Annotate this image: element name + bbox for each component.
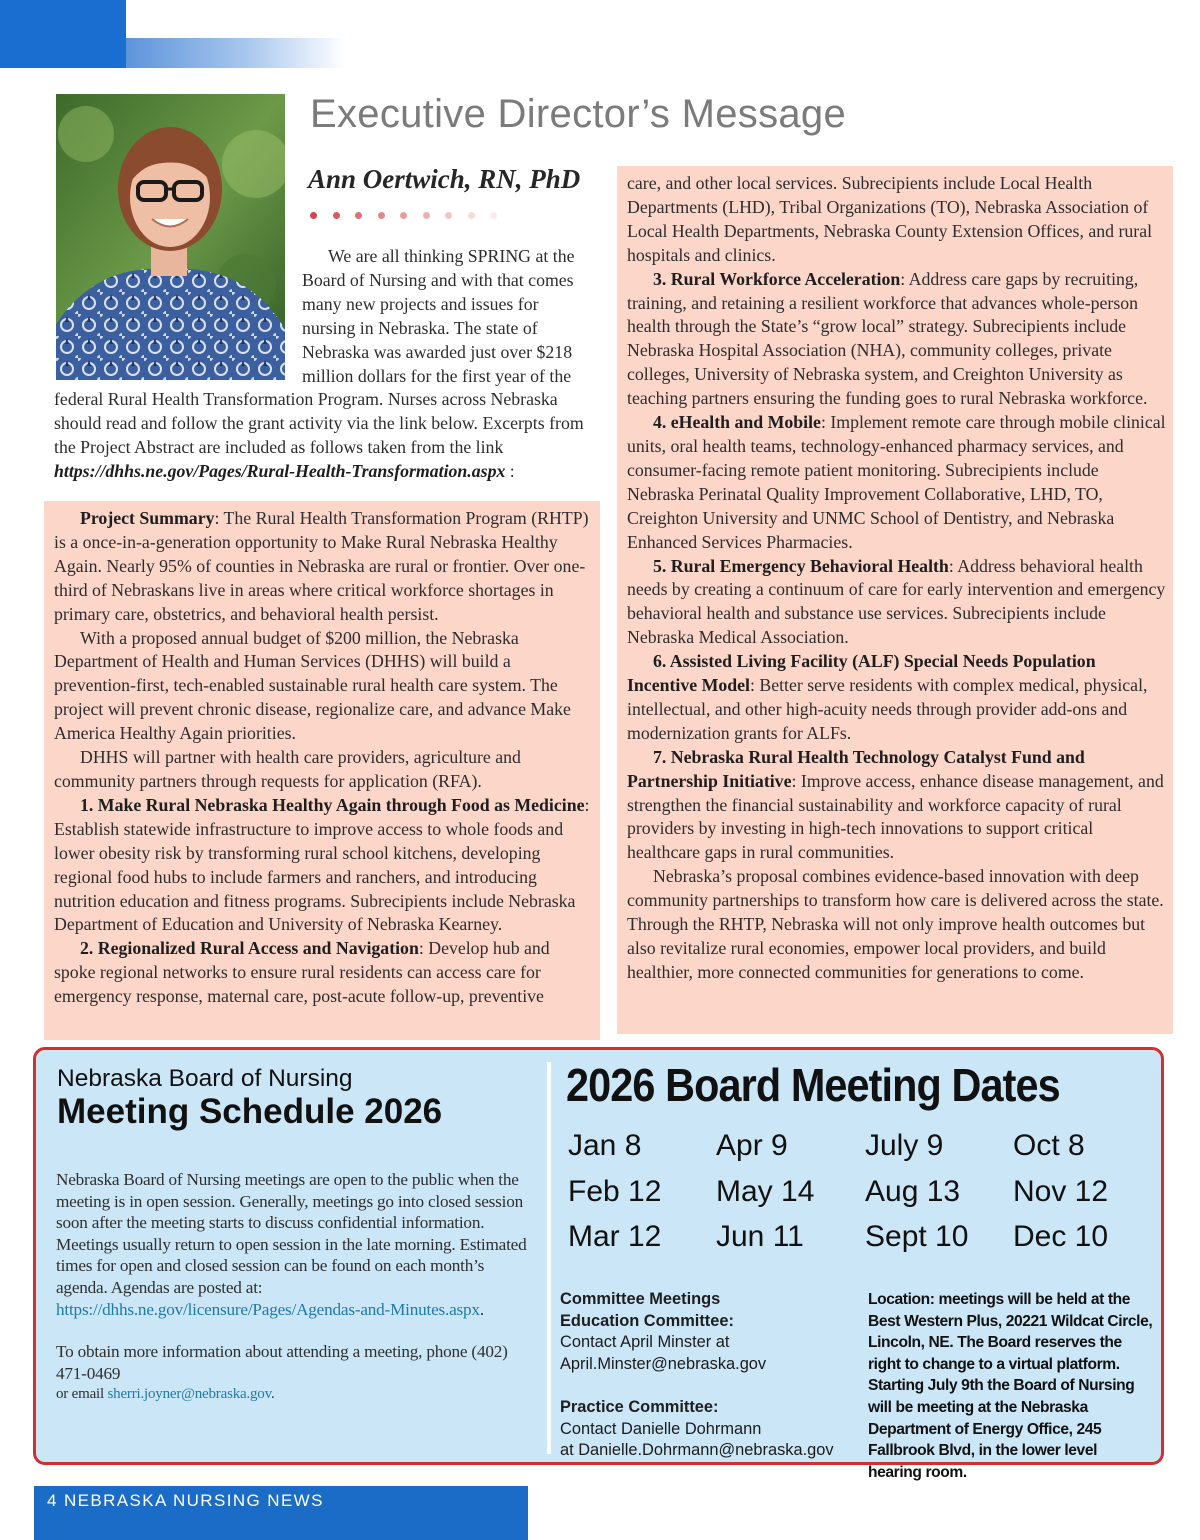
practice-contact: Contact Danielle Dohrmann — [560, 1419, 762, 1438]
meeting-date: Mar 12 — [568, 1220, 662, 1253]
partner-paragraph: DHHS will partner with health care providers, agriculture and community partners through requests for application (RFA). — [54, 747, 521, 791]
meeting-date: Jun 11 — [716, 1220, 804, 1253]
committee-heading: Committee Meetings — [560, 1290, 721, 1308]
meeting-date: Nov 12 — [1013, 1175, 1109, 1208]
meeting-date: Feb 12 — [568, 1175, 662, 1208]
schedule-info-text: Nebraska Board of Nursing meetings are open to the public when the meeting is in open session. Generally, meetings go into closed session soon after the meeting starts to discuss confidential information. Meetings usually return to open session in the late morning. Estimated times for open and closed session can be found on each month’s agenda. Agendas are posted at: — [56, 1170, 527, 1297]
item5-label: 5. Rural Emergency Behavioral Health — [653, 555, 949, 576]
meeting-date: July 9 — [865, 1129, 944, 1162]
meeting-date: Oct 8 — [1013, 1129, 1085, 1162]
dates-title: 2026 Board Meeting Dates — [566, 1059, 1060, 1111]
email-link[interactable]: sherri.joyner@nebraska.gov — [107, 1386, 271, 1403]
meeting-date: May 14 — [716, 1175, 815, 1208]
intro-paragraph: We are all thinking SPRING at the Board of Nursing and with that comes many new projects and issues for nursing in Nebraska. The state of Nebraska was awarded just over $218 million dollars for the first year of the federal Rural Health Transformation Program. Nurses across Nebraska should read and follow the grant activity via the link below. Excerpts from the Project Abstract are included as follows taken from the link — [54, 246, 584, 458]
header-accent-gradient — [126, 38, 346, 68]
meeting-date: Sept 10 — [865, 1220, 969, 1253]
decorative-dots — [310, 212, 497, 220]
phone-info: To obtain more information about attending a meeting, phone (402) 471-0469 — [56, 1342, 508, 1383]
location-info: Location: meetings will be held at the Best Western Plus, 20221 Wildcat Circle, Lincoln, NE. The Board reserves the right to change to a virtual platform. Starting July 9th the Board of Nursing will be meeting at the Nebraska Department of Energy Office, 245 Fallbrook Blvd, in the lower level hearing room. — [868, 1291, 1153, 1481]
page-title: Executive Director’s Message — [310, 92, 847, 136]
committee-info — [560, 1289, 860, 1462]
education-committee-heading: Education Committee: — [560, 1311, 734, 1330]
schedule-subtitle: Nebraska Board of Nursing — [57, 1065, 353, 1092]
item6-label: 6. Assisted Living Facility (ALF) Special Needs Population Incentive Model — [627, 651, 1096, 696]
item3-label: 3. Rural Workforce Acceleration — [653, 268, 901, 289]
practice-email[interactable]: at Danielle.Dohrmann@nebraska.gov — [560, 1441, 834, 1460]
abstract-text-left: Project Summary: The Rural Health Transformation Program (RHTP) is a once-in-a-generation opportunity to Make Rural Nebraska Healthy Again. Nearly 95% of counties in Nebraska are rural or frontier. Over one-third of Nebraskans live in areas where critical workforce shortages in primary care, obstetrics, and behavioral health persist. With a proposed annual budget of $200 million, the Nebraska Department of Health and Human Services (DHHS) will build a prevention-first, tech-enabled sustainable rural health care system. The project will prevent chronic disease, regionalize care, and advance Make America Healthy Again priorities. DHHS will partner with health care providers, agriculture and community partners through requests for application (RFA). 1. Make Rural Nebraska Healthy Again through Food as Medicine: Establish statewide infrastructure to improve access to whole foods and lower obesity risk by transforming rural school kitchens, developing regional food hubs to include farmers and ranchers, and introducing nutrition education and fitness programs. Subrecipients include Nebraska Department of Education and University of Nebraska Kearney. 2. Regionalized Rural Access and Navigation: Develop hub and spoke regional networks to ensure rural residents can access care for emergency response, maternal care, post-acute follow-up, preventive — [54, 507, 594, 1009]
item4-label: 4. eHealth and Mobile — [653, 412, 821, 433]
education-email[interactable]: April.Minster@nebraska.gov — [560, 1354, 767, 1373]
education-contact: Contact April Minster at — [560, 1333, 730, 1352]
rural-health-link[interactable]: https://dhhs.ne.gov/Pages/Rural-Health-Transformation.aspx — [54, 461, 506, 482]
item2-label: 2. Regionalized Rural Access and Navigation — [80, 938, 419, 959]
schedule-title: Meeting Schedule 2026 — [57, 1092, 443, 1131]
meeting-date: Apr 9 — [716, 1129, 788, 1162]
header-accent-bar — [0, 0, 126, 68]
item2-continued: care, and other local services. Subrecipients include Local Health Departments (LHD), Tribal Organizations (TO), Nebraska Association of Local Health Departments, Nebraska County Extension Offices, and rural hospitals and clinics. — [627, 173, 1153, 265]
footer-page-label: 4 NEBRASKA NURSING NEWS — [47, 1491, 324, 1510]
agendas-link[interactable]: https://dhhs.ne.gov/licensure/Pages/Agendas-and-Minutes.aspx — [56, 1299, 480, 1319]
budget-paragraph: With a proposed annual budget of $200 million, the Nebraska Department of Health and Human Services (DHHS) will build a prevention-first, tech-enabled sustainable rural health care system. The project will prevent chronic disease, regionalize care, and advance Make America Healthy Again priorities. — [54, 627, 571, 744]
closing-paragraph: Nebraska’s proposal combines evidence-based innovation with deep community partnerships to transform how care is delivered across the state. Through the RHTP, Nebraska will not only improve health outcomes but also revitalize rural economies, empower local providers, and build healthier, more connected communities for generations to come. — [627, 866, 1164, 982]
practice-committee-heading: Practice Committee: — [560, 1397, 719, 1416]
author-name: Ann Oertwich, RN, PhD — [308, 164, 581, 194]
item7-label: 7. Nebraska Rural Health Technology Catalyst Fund and Partnership Initiative — [627, 746, 1085, 791]
schedule-divider — [547, 1062, 551, 1454]
intro-text: We are all thinking SPRING at the Board of Nursing and with that comes many new projects and issues for nursing in Nebraska. The state of Nebraska was awarded just over $218 million dollars for the first year of the federal Rural Health Transformation Program. Nurses across Nebraska should read and follow the grant activity via the link below. Excerpts from the Project Abstract are included as follows taken from the link https://dhhs.ne.gov/Pages/Rural-Health-Transformation.aspx : — [54, 246, 584, 482]
meeting-date: Aug 13 — [865, 1175, 961, 1208]
project-summary-label: Project Summary — [80, 508, 215, 528]
item1-label: 1. Make Rural Nebraska Healthy Again through Food as Medicine — [80, 794, 585, 815]
schedule-info: Nebraska Board of Nursing meetings are open to the public when the meeting is in open session. Generally, meetings go into closed session soon after the meeting starts to discuss confidential information. Meetings usually return to open session in the late morning. Estimated times for open and closed session can be found on each month’s agenda. Agendas are posted at: https://dhhs.ne.gov/licensure/Pages/Agendas-and-Minutes.aspx. To obtain more information about attending a meeting, phone (402) 471-0469 or email sherri.joyner@nebraska.gov. — [56, 1169, 538, 1406]
abstract-text-right: care, and other local services. Subrecipients include Local Health Departments (LHD), Tribal Organizations (TO), Nebraska Association of Local Health Departments, Nebraska County Extension Offices, and rural hospitals and clinics. 3. Rural Workforce Acceleration: Address care gaps by recruiting, training, and retaining a resilient workforce that advances whole-person health through the State’s “grow local” strategy. Subrecipients include Nebraska Hospital Association (NHA), community colleges, private colleges, University of Nebraska system, and Creighton University as teaching partners ensuring the funding goes to rural Nebraska workforce. 4. eHealth and Mobile: Implement remote care through mobile clinical units, oral health teams, technology-enhanced pharmacy services, and consumer-facing remote patient monitoring. Subrecipients include Nebraska Perinatal Quality Improvement Collaborative, LHD, TO, Creighton University and UNMC School of Dentistry, and Nebraska Enhanced Services Pharmacies. 5. Rural Emergency Behavioral Health: Address behavioral health needs by creating a continuum of care for early intervention and emergency behavioral health and substance use services. Subrecipients include Nebraska Medical Association. 6. Assisted Living Facility (ALF) Special Needs Population Incentive Model: Better serve residents with complex medical, physical, intellectual, and other high-acuity needs through provider add-ons and modernization grants for ALFs. 7. Nebraska Rural Health Technology Catalyst Fund and Partnership Initiative: Improve access, enhance disease management, and strengthen the financial sustainability and workforce capacity of rural providers by investing in high-tech innovations to support critical healthcare gaps in rural communities. Nebraska’s proposal combines evidence-based innovation with deep community partnerships to transform how care is delivered across the state. Through the RHTP, Nebraska will not only improve health outcomes but also revitalize rural economies, empower local providers, and build healthier, more connected communities for generations to come. — [627, 172, 1167, 985]
meeting-date: Dec 10 — [1013, 1220, 1109, 1253]
meeting-date: Jan 8 — [568, 1129, 642, 1162]
